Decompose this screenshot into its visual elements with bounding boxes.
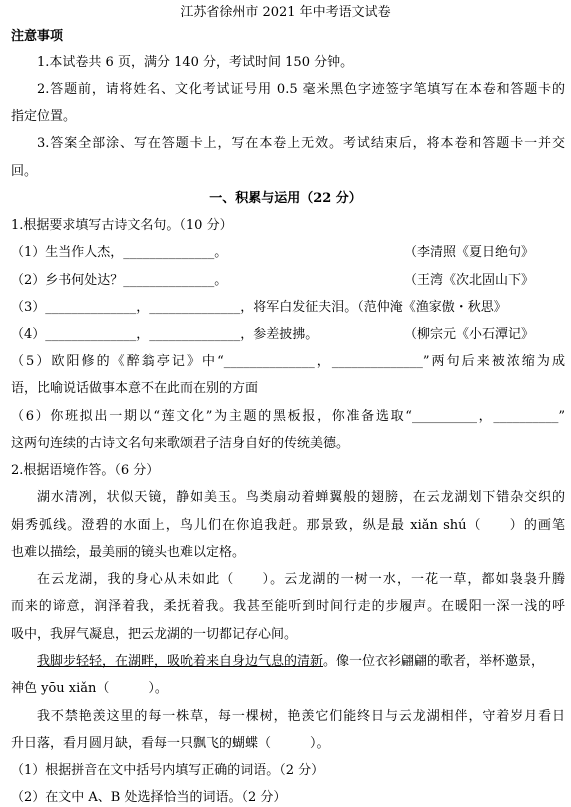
notes-heading: 注意事项 xyxy=(11,29,64,44)
passage-p2-line-3: 吸中，我屏气凝息，把云龙湖的一切都记存心间。 xyxy=(11,627,298,642)
passage-p3-line-2: 神色 yōu xiǎn（ ）。 xyxy=(11,681,168,696)
passage-p2-line-1: 在云龙湖，我的身心从未如此（ ）。云龙湖的一树一水，一花一草，都如袅袅升腾 xyxy=(37,572,565,587)
note-1: 1.本试卷共 6 页，满分 140 分，考试时间 150 分钟。 xyxy=(37,55,354,70)
passage-p1-line-2: 娟秀弧线。澄碧的水面上，鸟儿们在你追我赶。那景致，纵是最 xiǎn shú（ ）的画笔 xyxy=(11,518,565,533)
q2-sub-2: （2）在文中 A、B 处选择恰当的词语。（2 分） xyxy=(11,790,287,805)
q1-item-1-source: （李清照《夏日绝句》 xyxy=(404,245,535,260)
q2-sub-1: （1）根据拼音在文中括号内填写正确的词语。（2 分） xyxy=(11,763,325,778)
note-3-line-2: 回。 xyxy=(11,164,38,179)
exam-title: 江苏省徐州市 2021 年中考语文试卷 xyxy=(180,5,391,20)
question-2-stem: 2.根据语境作答。（6 分） xyxy=(11,463,160,478)
passage-p2-line-2: 而来的谛意，润泽着我，柔抚着我。我甚至能听到时间行走的步履声。在暖阳一深一浅的呼 xyxy=(11,599,565,614)
q1-item-3: （3）______________，______________，将军白发征夫泪。（范仲淹《渔家傲・秋思》 xyxy=(11,300,507,315)
section-heading: 一、积累与运用（22 分） xyxy=(209,191,362,206)
passage-p4-line-2: 升日落，看月圆月缺，看每一只飘飞的蝴蝶（ ）。 xyxy=(11,736,330,751)
q1-item-2-source: （王湾《次北固山下》 xyxy=(404,273,535,288)
passage-p3-rest: 。像一位衣衫翩翩的歌者，举杯邀景， xyxy=(323,654,545,669)
q1-item-1: （1）生当作人杰，______________。 xyxy=(11,245,228,260)
q1-item-4-source: （柳宗元《小石潭记》 xyxy=(404,327,535,342)
q1-item-5-line-1: （5）欧阳修的《醉翁亭记》中“______________，______________”两句后来被浓缩为成 xyxy=(11,354,565,369)
q1-item-6-line-1: （6）你班拟出一期以“莲文化”为主题的黑板报，你准备选取“__________，__________” xyxy=(11,409,565,424)
q1-item-5-line-2: 语，比喻说话做事本意不在此而在别的方面 xyxy=(11,381,259,396)
q1-item-2: （2）乡书何处达？______________。 xyxy=(11,273,228,288)
note-2-line-2: 指定位置。 xyxy=(11,109,77,124)
passage-p1-line-3: 也难以描绘，最美丽的镜头也难以定格。 xyxy=(11,545,246,560)
passage-p3-line-1 xyxy=(37,653,565,671)
note-2-line-1: 2.答题前，请将姓名、文化考试证号用 0.5 毫米黑色字迹签字笔填写在本卷和答题卡的 xyxy=(37,82,565,97)
q1-item-6-line-2: 这两句连续的古诗文名句来歌颂君子洁身自好的传统美德。 xyxy=(11,436,350,451)
underlined-sentence: 我脚步轻轻，在湖畔，吸吮着来自身边气息的清新 xyxy=(37,654,324,669)
q1-item-4: （4）______________，______________，参差披拂。 xyxy=(11,327,319,342)
question-1-stem: 1.根据要求填写古诗文名句。（10 分） xyxy=(11,218,233,233)
passage-p4-line-1: 我不禁艳羡这里的每一株草，每一棵树，艳羡它们能终日与云龙湖相伴，守着岁月看日 xyxy=(37,709,565,724)
passage-p1-line-1: 湖水清冽，状似天镜，静如美玉。鸟类扇动着蝉翼般的翅膀，在云龙湖划下错杂交织的 xyxy=(37,490,565,505)
note-3-line-1: 3.答案全部涂、写在答题卡上，写在本卷上无效。考试结束后，将本卷和答题卡一并交 xyxy=(37,136,565,151)
